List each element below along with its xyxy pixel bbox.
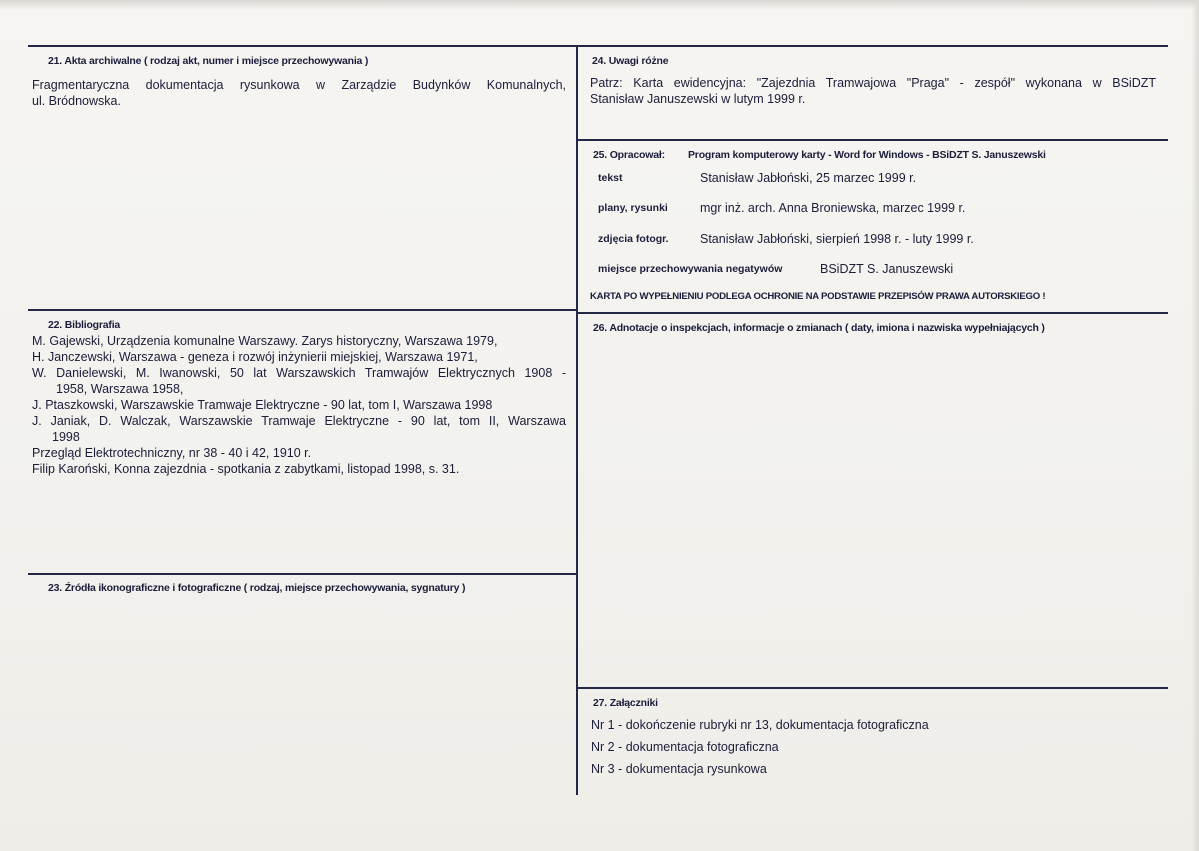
attachment-item: Nr 1 - dokończenie rubryki nr 13, dokumentacja fotograficzna: [591, 718, 929, 732]
bibliography-item: W. Danielewski, M. Iwanowski, 50 lat Warszawskich Tramwajów Elektrycznych 1908 -: [32, 366, 566, 380]
row-value-negatywy: BSiDZT S. Januszewski: [820, 262, 954, 276]
row-label-negatywy: miejsce przechowywania negatywów: [598, 263, 783, 275]
scan-top-shadow: [0, 0, 1199, 10]
section-24-line-1: Patrz: Karta ewidencyjna: "Zajezdnia Tramwajowa "Praga" - zespół" wykonana w BSiDZT: [590, 76, 1156, 90]
section-27-title: 27. Załączniki: [593, 697, 658, 709]
rule-left-21-22: [28, 309, 576, 311]
bibliography-item: Filip Karoński, Konna zajezdnia - spotkania z zabytkami, listopad 1998, s. 31.: [32, 462, 460, 476]
section-24-line-2: Stanisław Januszewski w lutym 1999 r.: [590, 92, 806, 106]
section-24-title: 24. Uwagi różne: [592, 55, 669, 67]
row-value-plany: mgr inż. arch. Anna Broniewska, marzec 1999 r.: [700, 201, 966, 215]
column-divider: [576, 45, 578, 795]
bibliography-item-continued: 1958, Warszawa 1958,: [56, 382, 184, 396]
rule-right-25-26: [578, 312, 1168, 314]
row-value-zdjecia: Stanisław Jabłoński, sierpień 1998 r. - luty 1999 r.: [700, 232, 974, 246]
bibliography-item: J. Ptaszkowski, Warszawskie Tramwaje Elektryczne - 90 lat, tom I, Warszawa 1998: [32, 398, 493, 412]
section-22-title: 22. Bibliografia: [48, 319, 121, 331]
bibliography-list: [32, 333, 566, 477]
bibliography-item: Przegląd Elektrotechniczny, nr 38 - 40 i 42, 1910 r.: [32, 446, 312, 460]
bibliography-item: H. Janczewski, Warszawa - geneza i rozwój inżynierii miejskiej, Warszawa 1971,: [32, 350, 478, 364]
row-label-zdjecia: zdjęcia fotogr.: [598, 233, 669, 245]
section-26-title: 26. Adnotacje o inspekcjach, informacje o zmianach ( daty, imiona i nazwiska wypełniających ): [593, 322, 1045, 334]
row-value-tekst: Stanisław Jabłoński, 25 marzec 1999 r.: [700, 171, 917, 185]
section-24-text: [590, 75, 1156, 107]
attachment-item: Nr 3 - dokumentacja rysunkowa: [591, 762, 767, 776]
section-21-line-1: Fragmentaryczna dokumentacja rysunkowa w Zarządzie Budynków Komunalnych,: [32, 78, 566, 92]
top-rule: [28, 45, 1168, 47]
section-21-line-2: ul. Bródnowska.: [32, 94, 121, 108]
bibliography-item-continued: 1998: [52, 430, 80, 444]
section-21-text: [32, 77, 566, 109]
rule-right-26-27: [578, 687, 1168, 689]
scan-right-edge: [1191, 0, 1199, 851]
rule-right-24-25: [578, 139, 1168, 141]
bibliography-item: J. Janiak, D. Walczak, Warszawskie Tramwaje Elektryczne - 90 lat, tom II, Warszawa: [32, 414, 566, 428]
section-25-title: 25. Opracował:: [593, 149, 665, 161]
copyright-notice: KARTA PO WYPEŁNIENIU PODLEGA OCHRONIE NA PODSTAWIE PRZEPISÓW PRAWA AUTORSKIEGO !: [590, 291, 1046, 302]
attachment-item: Nr 2 - dokumentacja fotograficzna: [591, 740, 779, 754]
section-21-title: 21. Akta archiwalne ( rodzaj akt, numer i miejsce przechowywania ): [48, 55, 369, 67]
bibliography-item: M. Gajewski, Urządzenia komunalne Warszawy. Zarys historyczny, Warszawa 1979,: [32, 334, 498, 348]
attachments-list: [591, 714, 1151, 780]
program-note: Program komputerowy karty - Word for Windows - BSiDZT S. Januszewski: [688, 149, 1046, 161]
rule-left-22-23: [28, 573, 576, 575]
row-label-tekst: tekst: [598, 172, 623, 184]
section-23-title: 23. Źródła ikonograficzne i fotograficzne ( rodzaj, miejsce przechowywania, sygnatury ): [48, 582, 466, 594]
row-label-plany: plany, rysunki: [598, 202, 668, 214]
